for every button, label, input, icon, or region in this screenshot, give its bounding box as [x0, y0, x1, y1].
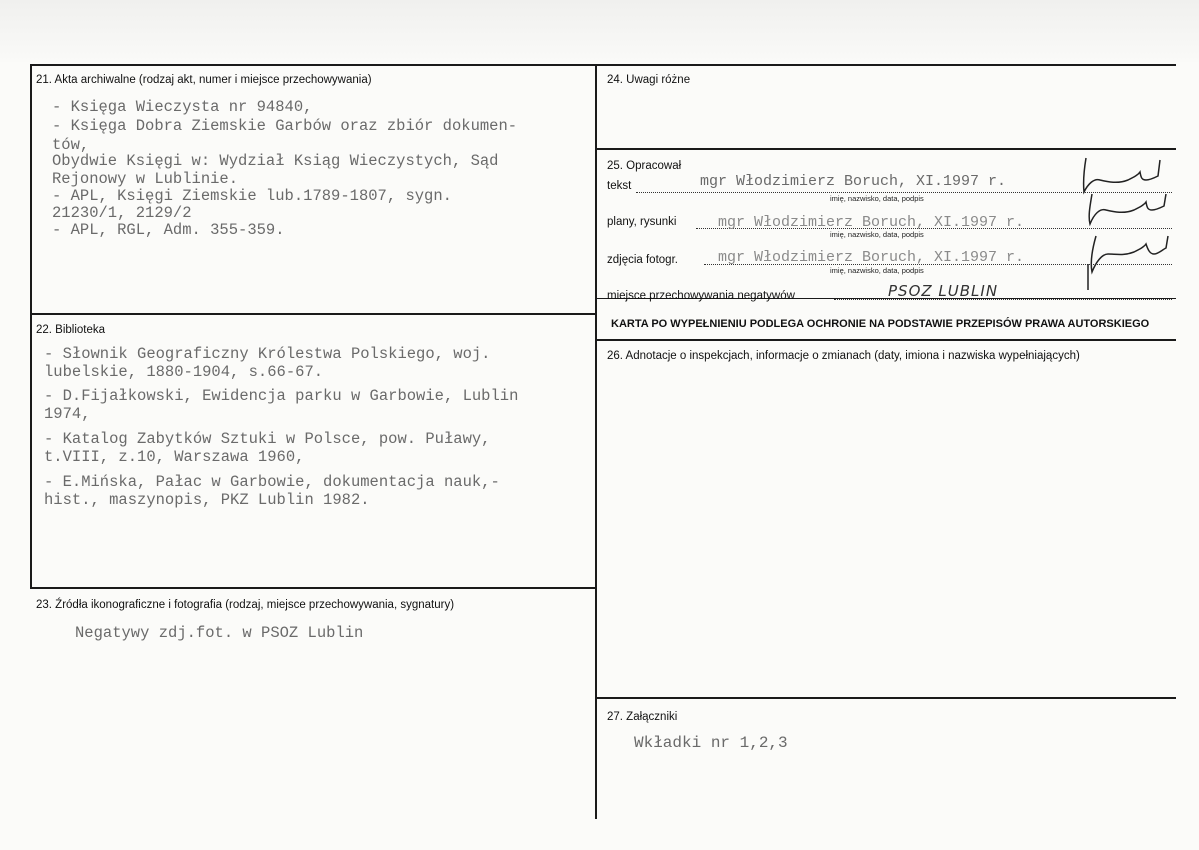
section-25-title: 25. Opracował: [607, 160, 682, 172]
bibliography-line: hist., maszynopis, PKZ Lublin 1982.: [44, 491, 370, 509]
dotted-line: [834, 299, 1172, 300]
archive-line: - Księga Dobra Ziemskie Garbów oraz zbiór dokumen-: [52, 117, 518, 135]
bibliography-line: - Katalog Zabytków Sztuki w Polsce, pow. Puławy,: [44, 430, 491, 448]
section-24-title: 24. Uwagi różne: [607, 74, 691, 86]
archive-line: - APL, RGL, Adm. 355-359.: [52, 221, 285, 239]
negatives-label: miejsce przechowywania negatywów: [607, 290, 795, 302]
signature-icon: [1078, 150, 1178, 295]
row-label-plans: plany, rysunki: [607, 216, 677, 228]
archive-line: - Księga Wieczysta nr 94840,: [52, 98, 313, 116]
bibliography-line: - D.Fijałkowski, Ewidencja parku w Garbowie, Lublin: [44, 387, 519, 405]
bibliography-line: t.VIII, z.10, Warszawa 1960,: [44, 448, 305, 466]
card-top-margin: [0, 0, 1199, 62]
archive-line: Rejonowy w Lublinie.: [52, 170, 239, 188]
copyright-notice: KARTA PO WYPEŁNIENIU PODLEGA OCHRONIE NA PODSTAWIE PRZEPISÓW PRAWA AUTORSKIEGO: [611, 318, 1150, 330]
field-caption: imię, nazwisko, data, podpis: [830, 266, 924, 275]
author-plans: mgr Włodzimierz Boruch, XI.1997 r.: [718, 214, 1025, 231]
top-border: [30, 64, 1176, 66]
bibliography-line: - E.Mińska, Pałac w Garbowie, dokumentacja nauk,-: [44, 473, 500, 491]
iconography-text: Negatywy zdj.fot. w PSOZ Lublin: [75, 624, 364, 642]
divider-22-23: [30, 587, 596, 589]
bibliography-line: lubelskie, 1880-1904, s.66-67.: [44, 363, 324, 381]
section-23-title: 23. Źródła ikonograficzne i fotografia (rodzaj, miejsce przechowywania, sygnatury): [36, 599, 455, 611]
negatives-value: PSOZ LUBLIN: [888, 282, 999, 300]
archive-line: 21230/1, 2129/2: [52, 204, 192, 222]
section-26-title: 26. Adnotacje o inspekcjach, informacje o zmianach (daty, imiona i nazwiska wypełniających): [607, 350, 1080, 362]
row-label-photos: zdjęcia fotogr.: [607, 254, 678, 266]
section-21-title: 21. Akta archiwalne (rodzaj akt, numer i miejsce przechowywania): [36, 74, 372, 86]
archive-line: - APL, Księgi Ziemskie lub.1789-1807, sygn.: [52, 187, 452, 205]
archive-line: Obydwie Księgi w: Wydział Ksiąg Wieczystych, Sąd: [52, 152, 499, 170]
archive-line: tów,: [52, 136, 90, 154]
section-27-title: 27. Załączniki: [607, 711, 678, 723]
divider-25-26: [596, 339, 1176, 341]
center-divider: [595, 64, 597, 819]
author-photos: mgr Włodzimierz Boruch, XI.1997 r.: [718, 249, 1025, 266]
divider-21-22: [30, 313, 596, 315]
attachments-text: Wkładki nr 1,2,3: [634, 734, 788, 752]
field-caption: imię, nazwisko, data, podpis: [830, 194, 924, 203]
author-text: mgr Włodzimierz Boruch, XI.1997 r.: [700, 173, 1007, 190]
bibliography-line: 1974,: [44, 405, 91, 423]
field-caption: imię, nazwisko, data, podpis: [830, 230, 924, 239]
row-label-text: tekst: [607, 180, 632, 192]
section-22-title: 22. Biblioteka: [36, 324, 106, 336]
left-border: [30, 64, 32, 588]
divider-26-27: [596, 697, 1176, 699]
bibliography-line: - Słownik Geograficzny Królestwa Polskiego, woj.: [44, 345, 491, 363]
